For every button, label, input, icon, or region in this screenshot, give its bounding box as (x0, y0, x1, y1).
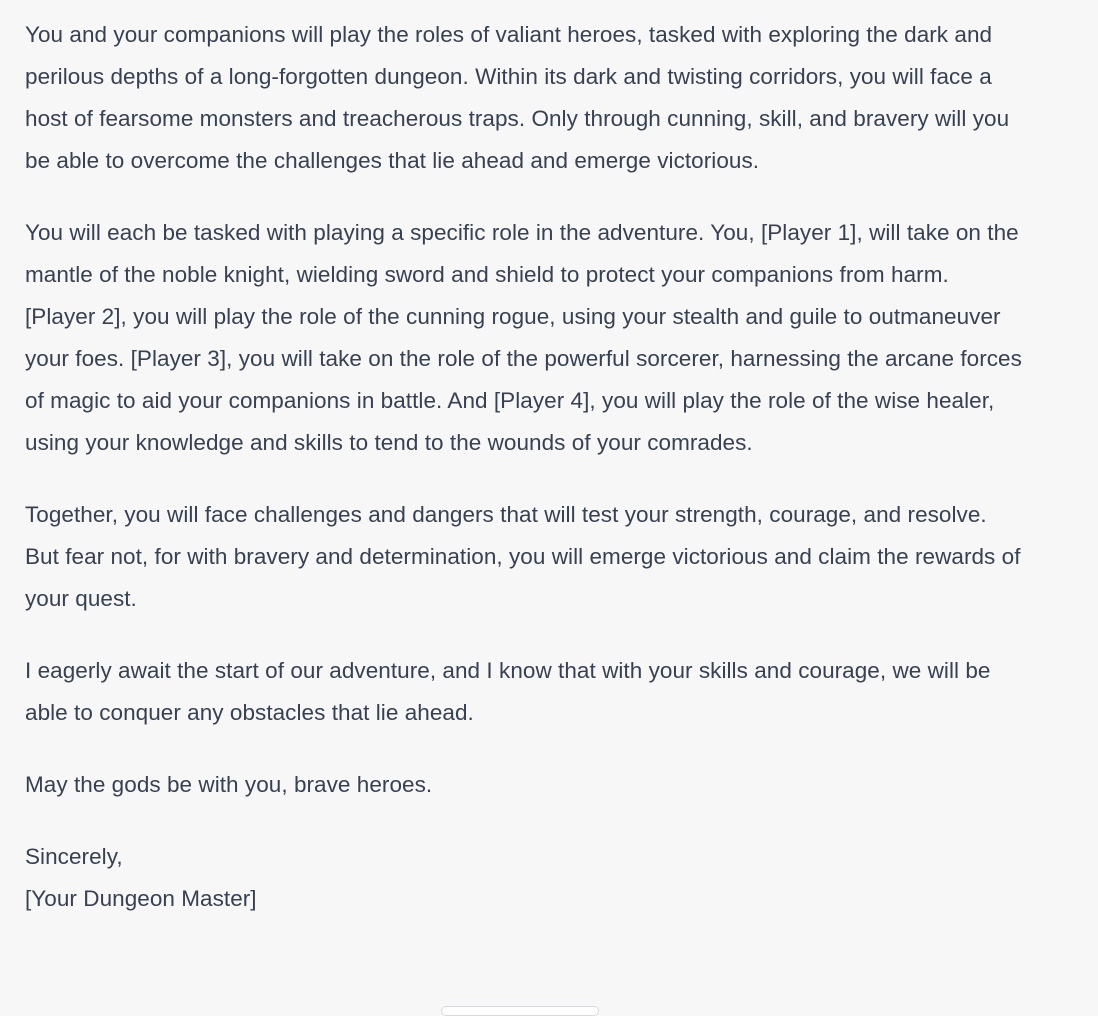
message-paragraph: You will each be tasked with playing a specific role in the adventure. You, [Player 1], will take on the mantle of the noble knight, wielding sword and shield to protect your companions from harm. [Player 2], you will play the role of the cunning rogue, using your stealth and guile to outmaneuver your foes. [Player 3], you will take on the role of the powerful sorcerer, harnessing the arcane forces of magic to aid your companions in battle. And [Player 4], you will play the role of the wise healer, using your knowledge and skills to tend to the wounds of your comrades. (25, 220, 1022, 455)
assistant-message (25, 14, 1025, 920)
signature-text: [Your Dungeon Master] (25, 886, 257, 911)
closing-text: Sincerely, (25, 844, 123, 869)
message-paragraph: Together, you will face challenges and dangers that will test your strength, courage, and resolve. But fear not, for with bravery and determination, you will emerge victorious and claim the rewards of your quest. (25, 502, 1021, 611)
message-paragraph: I eagerly await the start of our adventure, and I know that with your skills and courage, we will be able to conquer any obstacles that lie ahead. (25, 658, 991, 725)
message-signoff (25, 836, 1025, 920)
message-paragraph: May the gods be with you, brave heroes. (25, 772, 433, 797)
message-paragraph: You and your companions will play the roles of valiant heroes, tasked with exploring the dark and perilous depths of a long-forgotten dungeon. Within its dark and twisting corridors, you will face a host of fearsome monsters and treacherous traps. Only through cunning, skill, and bravery will you be able to overcome the challenges that lie ahead and emerge victorious. (25, 22, 1010, 173)
regenerate-button-edge[interactable] (441, 1006, 599, 1016)
